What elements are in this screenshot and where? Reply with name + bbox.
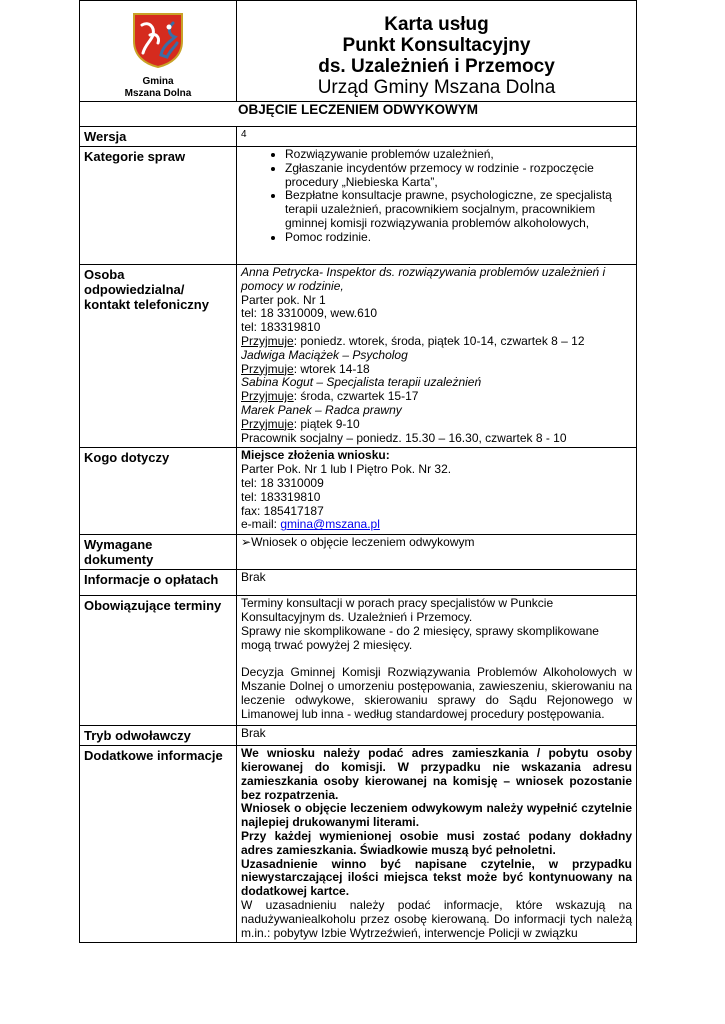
office-name: Urząd Gminy Mszana Dolna [317, 77, 556, 98]
info-normal: W uzasadnieniu należy podać informacje, które wskazują na nadużywaniealkoholu przez osobę kierowaną. Do informacji tych należą m.in.: pobytyw Izbie Wytrzeźwień, interwencje Policji w związku [241, 897, 632, 940]
person-therapist: Sabina Kogut – Specjalista terapii uzależnień [241, 375, 482, 390]
info-bold-1: We wniosku należy podać adres zamieszkania / pobytu osoby kierowanej do komisji. W przypadku nie wskazania adresu zamieszkania osoby kierowanej na komisję – wniosek pozostanie bez rozpatrzenia. [241, 746, 632, 802]
row-tryb [80, 726, 637, 746]
band-row [80, 102, 637, 127]
list-item: • Rozwiązywanie problemów uzależnień, [285, 148, 632, 162]
kategorie-list [241, 148, 632, 245]
submission-room: Parter Pok. Nr 1 lub I Piętro Pok. Nr 32. [241, 462, 452, 477]
info-bold-3: Przy każdej wymienionej osobie musi zostać podany dokładny adres zamieszkania. Świadkowie muszą być pełnoletni. [241, 828, 632, 857]
value-terminy [237, 596, 637, 726]
info-bold-4: Uzasadnienie winno być napisane czytelnie, w przypadku niewystarczającej ilości miejsca tekst może być kontynuowany na dodatkowej kartce. [241, 856, 632, 899]
label-wymagane-1: Wymagane [84, 537, 153, 553]
unit-subtitle: ds. Uzależnień i Przemocy [318, 56, 555, 77]
row-kogo [80, 448, 637, 535]
service-card-table [79, 0, 637, 943]
label-oplaty: Informacje o opłatach [80, 570, 237, 596]
value-osoba [237, 265, 637, 448]
list-item: • Bezpłatne konsultacje prawne, psychologiczne, ze specjalistą terapii uzależnień, pracownikiem socjalnym, pracownikiem gminnej komisji rozwiązywania problemów alkoholowych, [285, 189, 632, 230]
label-dodatkowe: Dodatkowe informacje [80, 746, 237, 943]
unit-title: Punkt Konsultacyjny [342, 35, 531, 56]
hours-inspector: Przyjmuje: poniedz. wtorek, środa, piątek 10-14, czwartek 8 – 12 [241, 333, 585, 348]
submission-phone-2: tel: 183319810 [241, 489, 321, 504]
phone-2: tel: 183319810 [241, 320, 321, 335]
row-dodatkowe [80, 746, 637, 943]
gmina-caption-1: Gmina [142, 76, 174, 87]
header-row [80, 1, 637, 102]
list-item: • Zgłaszanie incydentów przemocy w rodzinie - rozpoczęcie procedury „Niebieska Karta”, [285, 162, 632, 190]
value-oplaty: Brak [237, 570, 637, 596]
row-wymagane [80, 535, 637, 570]
service-name-band: OBJĘCIE LECZENIEM ODWYKOWYM [80, 102, 637, 127]
submission-fax: fax: 185417187 [241, 503, 324, 518]
label-osoba [80, 265, 237, 448]
hours-therapist: Przyjmuje: środa, czwartek 15-17 [241, 389, 419, 404]
social-worker-hours: Pracownik socjalny – poniedz. 15.30 – 16.30, czwartek 8 - 10 [241, 430, 567, 445]
row-osoba [80, 265, 637, 448]
logo-cell [80, 1, 237, 102]
row-kategorie [80, 147, 637, 265]
card-title: Karta usług [384, 14, 489, 35]
label-kogo: Kogo dotyczy [80, 448, 237, 535]
submission-email: e-mail: gmina@mszana.pl [241, 517, 380, 532]
label-wersja: Wersja [80, 127, 237, 147]
list-item: • Pomoc rodzinie. [285, 231, 632, 245]
terminy-para-3: Decyzja Gminnej Komisji Rozwiązywania Problemów Alkoholowych w Mszanie Dolnej o umorzeniu postępowania, zawieszeniu, skierowaniu na leczenie odwykowe, skierowaniu sprawy do Sądu Rejonowego w Limanowej lub inna - według standardowej procedury postępowania. [241, 665, 632, 721]
title-cell [237, 1, 637, 102]
service-card [79, 0, 636, 940]
value-kogo [237, 448, 637, 535]
required-document: Wniosek o objęcie leczeniem odwykowym [251, 535, 475, 550]
row-wersja [80, 127, 637, 147]
gmina-crest-icon [129, 11, 187, 69]
gmina-caption-2: Mszana Dolna [124, 88, 192, 99]
arrow-bullet-icon: ➢ [241, 535, 252, 550]
label-kategorie: Kategorie spraw [80, 147, 237, 265]
value-wersja: 4 [237, 127, 637, 147]
value-tryb: Brak [237, 726, 637, 746]
value-dodatkowe [237, 746, 637, 943]
row-oplaty [80, 570, 637, 596]
row-terminy [80, 596, 637, 726]
label-osoba-1: Osoba [84, 267, 125, 282]
value-kategorie [237, 147, 637, 265]
label-osoba-3: kontakt telefoniczny [84, 297, 209, 312]
email-link[interactable]: gmina@mszana.pl [280, 517, 380, 532]
submission-phone-1: tel: 18 3310009 [241, 475, 324, 490]
phone-1: tel: 18 3310009, wew.610 [241, 306, 378, 321]
submission-heading: Miejsce złożenia wniosku: [241, 448, 390, 463]
label-terminy: Obowiązujące terminy [80, 596, 237, 726]
label-wymagane [80, 535, 237, 570]
person-inspector: Anna Petrycka- Inspektor ds. rozwiązywania problemów uzależnień i pomocy w rodzinie, [241, 265, 606, 293]
value-wymagane [237, 535, 637, 570]
person-lawyer: Marek Panek – Radca prawny [241, 402, 402, 417]
label-tryb: Tryb odwoławczy [80, 726, 237, 746]
hours-psychologist: Przyjmuje: wtorek 14-18 [241, 361, 370, 376]
person-psychologist: Jadwiga Maciążek – Psycholog [241, 347, 408, 362]
label-wymagane-2: dokumenty [84, 552, 154, 568]
terminy-para-2: Sprawy nie skomplikowane - do 2 miesięcy, sprawy skomplikowane mogą trwać powyżej 2 miesięcy. [241, 623, 599, 652]
label-osoba-2: odpowiedzialna/ [84, 282, 185, 297]
terminy-para-1: Terminy konsultacji w porach pracy specjalistów w Punkcie Konsultacyjnym ds. Uzależnień i Przemocy. [241, 596, 554, 624]
room-info: Parter pok. Nr 1 [241, 292, 326, 307]
info-bold-2: Wniosek o objęcie leczeniem odwykowym należy wypełnić czytelnie najlepiej drukowanymi literami. [241, 801, 632, 830]
hours-lawyer: Przyjmuje: piątek 9-10 [241, 416, 360, 431]
